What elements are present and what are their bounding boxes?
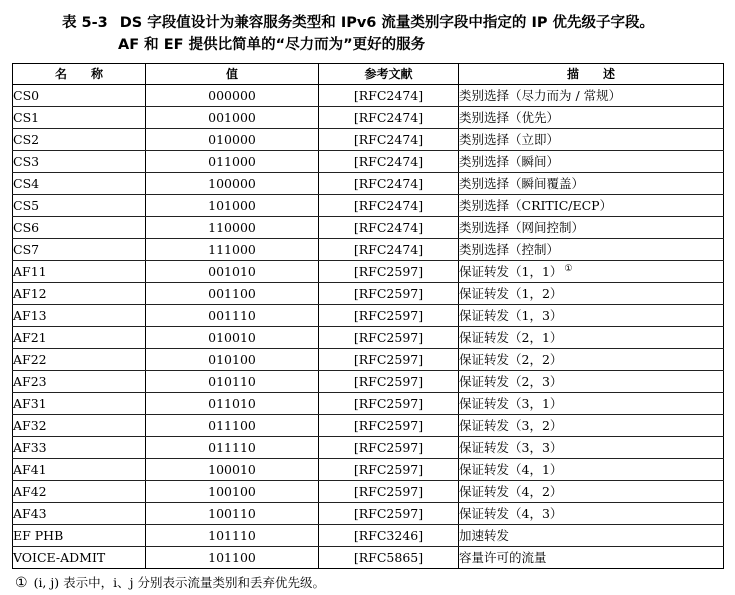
cell-reference-text: [RFC2474] [353,176,424,191]
cell-value [146,107,319,129]
table-row [13,283,724,305]
cell-reference [319,239,459,261]
cell-description [459,85,724,107]
cell-name [13,525,146,547]
cell-reference-text: [RFC2597] [353,418,424,433]
cell-value-text: 011010 [208,396,256,411]
cell-description [459,349,724,371]
ds-field-table [12,63,724,569]
footnote-ref: ① [564,263,573,274]
cell-reference [319,481,459,503]
cell-name-text: AF43 [13,506,47,521]
cell-value [146,239,319,261]
cell-name [13,393,146,415]
cell-name [13,85,146,107]
cell-value [146,481,319,503]
footnote [15,573,325,591]
cell-description [459,217,724,239]
cell-value [146,327,319,349]
cell-value [146,393,319,415]
cell-name [13,173,146,195]
cell-reference [319,459,459,481]
footnote-mark: ① [15,575,28,591]
cell-name-text: AF32 [13,418,47,433]
cell-name [13,217,146,239]
cell-name [13,371,146,393]
cell-name-text: CS6 [13,220,40,235]
cell-value [146,547,319,569]
cell-name-text: CS7 [13,242,40,257]
cell-name-text: AF13 [13,308,47,323]
cell-value-text: 011100 [208,418,256,433]
cell-description-text: 保证转发（3，1） [459,396,563,411]
cell-reference-text: [RFC2597] [353,440,424,455]
cell-value-text: 100100 [208,484,256,499]
cell-reference-text: [RFC2597] [353,462,424,477]
cell-description-text: 保证转发（1，3） [459,308,563,323]
cell-value [146,151,319,173]
cell-name-text: AF22 [13,352,47,367]
cell-description-text: 保证转发（3，2） [459,418,563,433]
table-row [13,437,724,459]
cell-value-text: 010010 [208,330,256,345]
cell-reference-text: [RFC5865] [353,550,424,565]
cell-reference [319,195,459,217]
cell-name-text: AF12 [13,286,47,301]
cell-reference-text: [RFC2597] [353,264,424,279]
cell-reference-text: [RFC2474] [353,154,424,169]
table-row [13,239,724,261]
cell-description-text: 保证转发（1，1） [459,264,563,279]
cell-value [146,305,319,327]
cell-reference [319,371,459,393]
cell-reference [319,85,459,107]
cell-reference [319,349,459,371]
table-row [13,415,724,437]
cell-description [459,437,724,459]
cell-value-text: 001100 [208,286,256,301]
cell-reference-text: [RFC2597] [353,286,424,301]
cell-reference [319,261,459,283]
cell-name-text: CS4 [13,176,40,191]
cell-name [13,261,146,283]
cell-value-text: 010110 [208,374,256,389]
cell-value-text: 010000 [208,132,256,147]
cell-description-text: 类别选择（网间控制） [459,220,585,235]
cell-description [459,129,724,151]
cell-value [146,437,319,459]
cell-description-text: 类别选择（瞬间） [459,154,560,169]
cell-description-text: 容量许可的流量 [459,550,547,565]
cell-name [13,151,146,173]
cell-reference-text: [RFC2474] [353,132,424,147]
cell-value [146,283,319,305]
cell-value-text: 100000 [208,176,256,191]
cell-description-text: 保证转发（2，1） [459,330,563,345]
cell-value [146,85,319,107]
cell-reference [319,393,459,415]
cell-value [146,349,319,371]
cell-name-text: AF41 [13,462,47,477]
cell-reference-text: [RFC2597] [353,330,424,345]
cell-description-text: 类别选择（尽力而为 / 常规） [459,88,622,103]
table-row [13,481,724,503]
cell-name-text: EF PHB [13,528,64,543]
cell-name-text: AF33 [13,440,47,455]
cell-name [13,283,146,305]
table-row [13,349,724,371]
table-row [13,151,724,173]
cell-reference [319,415,459,437]
table-row [13,195,724,217]
table-row [13,525,724,547]
cell-name [13,195,146,217]
cell-value [146,173,319,195]
cell-description [459,151,724,173]
cell-reference-text: [RFC2597] [353,352,424,367]
cell-reference-text: [RFC2474] [353,242,424,257]
cell-description [459,503,724,525]
header-row [13,64,724,85]
cell-value [146,129,319,151]
cell-name-text: AF11 [13,264,47,279]
cell-description-text: 保证转发（2，3） [459,374,563,389]
table-row [13,129,724,151]
cell-name [13,349,146,371]
cell-value [146,503,319,525]
table-row [13,459,724,481]
cell-value [146,525,319,547]
cell-description-text: 类别选择（优先） [459,110,560,125]
cell-name [13,547,146,569]
table-number: 表 5-3 [62,15,108,31]
cell-name-text: CS1 [13,110,40,125]
table-row [13,547,724,569]
cell-value-text: 011110 [208,440,256,455]
cell-value [146,261,319,283]
caption-text-1: DS 字段值设计为兼容服务类型和 IPv6 流量类别字段中指定的 IP 优先级子字段。 [119,15,655,31]
cell-reference [319,173,459,195]
cell-value-text: 101100 [208,550,256,565]
cell-reference-text: [RFC2597] [353,396,424,411]
cell-name-text: CS0 [13,88,40,103]
cell-value [146,371,319,393]
cell-description [459,547,724,569]
cell-reference [319,437,459,459]
cell-reference-text: [RFC2597] [353,506,424,521]
cell-name [13,305,146,327]
cell-description-text: 类别选择（瞬间覆盖） [459,176,585,191]
cell-value-text: 110000 [208,220,256,235]
table-row [13,503,724,525]
cell-description-text: 加速转发 [459,528,510,543]
cell-description [459,327,724,349]
cell-value-text: 111000 [208,242,256,257]
cell-description-text: 保证转发（2，2） [459,352,563,367]
cell-name [13,239,146,261]
cell-reference [319,107,459,129]
cell-name [13,107,146,129]
cell-description-text: 保证转发（1，2） [459,286,563,301]
footnote-text: (i, j) 表示中，i、j 分别表示流量类别和丢弃优先级。 [33,575,325,590]
cell-value [146,459,319,481]
cell-name [13,437,146,459]
cell-description-text: 类别选择（立即） [459,132,560,147]
cell-description [459,415,724,437]
cell-value-text: 001110 [208,308,256,323]
table-row [13,107,724,129]
cell-reference [319,503,459,525]
cell-reference-text: [RFC2474] [353,198,424,213]
cell-description [459,393,724,415]
cell-value-text: 011000 [208,154,256,169]
cell-name-text: AF31 [13,396,47,411]
cell-value-text: 100110 [208,506,256,521]
cell-value-text: 101110 [208,528,256,543]
table-row [13,261,724,283]
cell-reference [319,283,459,305]
cell-name [13,327,146,349]
cell-reference-text: [RFC2597] [353,484,424,499]
cell-value [146,217,319,239]
table-row [13,371,724,393]
cell-value-text: 000000 [208,88,256,103]
cell-reference-text: [RFC2474] [353,110,424,125]
cell-description [459,371,724,393]
caption-line-1 [62,12,732,34]
table-caption [62,12,732,56]
header-reference: 参考文献 [319,64,459,85]
cell-name-text: CS2 [13,132,40,147]
cell-name-text: AF42 [13,484,47,499]
table-row [13,327,724,349]
table-row [13,217,724,239]
caption-line-2: AF 和 EF 提供比简单的“尽力而为”更好的服务 [118,37,426,53]
cell-description [459,305,724,327]
table-row [13,173,724,195]
cell-description-text: 类别选择（CRITIC/ECP） [459,198,613,213]
cell-description [459,173,724,195]
cell-reference-text: [RFC2474] [353,88,424,103]
cell-value-text: 101000 [208,198,256,213]
cell-name [13,503,146,525]
cell-reference-text: [RFC2597] [353,374,424,389]
cell-description-text: 保证转发（4，2） [459,484,563,499]
cell-value [146,415,319,437]
cell-reference [319,217,459,239]
cell-description-text: 保证转发（4，3） [459,506,563,521]
header-value: 值 [146,64,319,85]
cell-reference [319,525,459,547]
cell-description [459,481,724,503]
cell-description [459,261,724,283]
cell-reference [319,547,459,569]
cell-description [459,459,724,481]
cell-value-text: 100010 [208,462,256,477]
cell-name-text: AF21 [13,330,47,345]
cell-name [13,459,146,481]
cell-reference-text: [RFC2474] [353,220,424,235]
cell-reference [319,129,459,151]
cell-description [459,525,724,547]
table-row [13,393,724,415]
header-description: 描 述 [459,64,724,85]
cell-description [459,239,724,261]
cell-description [459,107,724,129]
header-name: 名 称 [13,64,146,85]
cell-name [13,415,146,437]
cell-name [13,481,146,503]
cell-reference-text: [RFC3246] [353,528,424,543]
cell-description-text: 保证转发（4，1） [459,462,563,477]
cell-name-text: AF23 [13,374,47,389]
cell-name [13,129,146,151]
cell-reference [319,151,459,173]
cell-value-text: 001010 [208,264,256,279]
cell-name-text: CS3 [13,154,40,169]
cell-reference [319,305,459,327]
cell-name-text: VOICE-ADMIT [13,550,106,565]
cell-value-text: 010100 [208,352,256,367]
cell-name-text: CS5 [13,198,40,213]
table-row [13,85,724,107]
cell-value-text: 001000 [208,110,256,125]
cell-reference [319,327,459,349]
cell-description-text: 保证转发（3，3） [459,440,563,455]
cell-description [459,195,724,217]
table-row [13,305,724,327]
cell-description [459,283,724,305]
cell-description-text: 类别选择（控制） [459,242,560,257]
cell-reference-text: [RFC2597] [353,308,424,323]
cell-value [146,195,319,217]
